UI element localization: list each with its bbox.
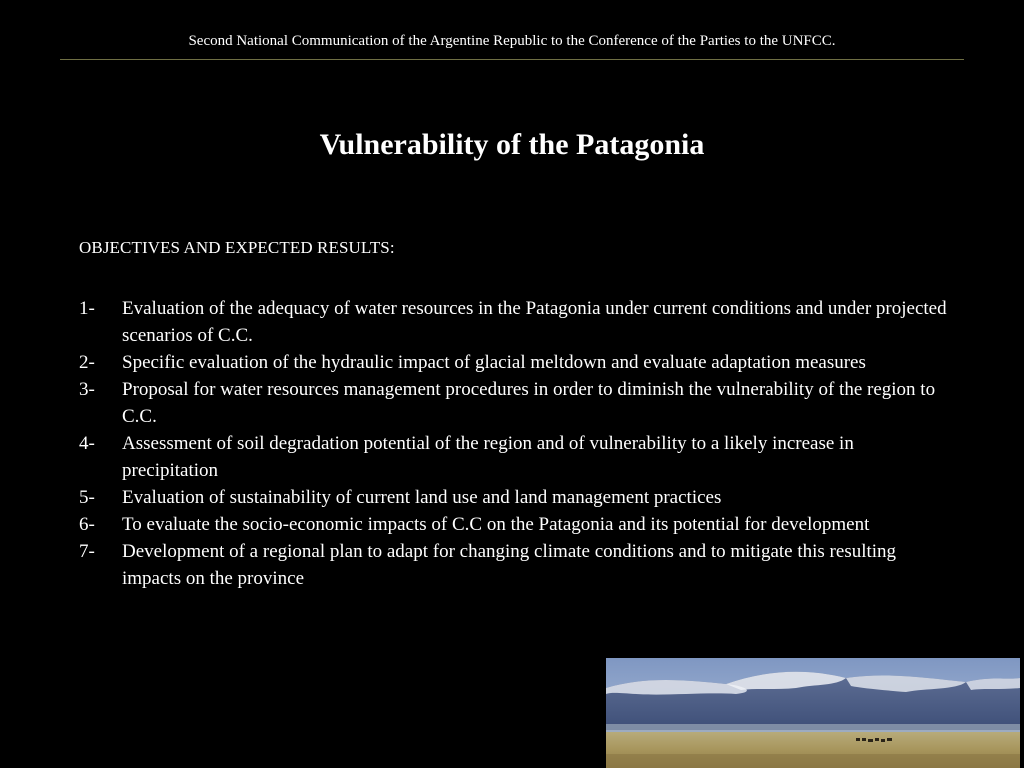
list-item-text: Assessment of soil degradation potential of the region and of vulnerability to a likely increase in precipitation: [122, 433, 854, 481]
objectives-heading: OBJECTIVES AND EXPECTED RESULTS:: [79, 238, 395, 257]
list-item-text: Proposal for water resources management procedures in order to diminish the vulnerability of the region to C.C.: [122, 379, 936, 427]
list-item-text: Specific evaluation of the hydraulic impact of glacial meltdown and evaluate adaptation measures: [122, 352, 866, 373]
list-item-text: To evaluate the socio-economic impacts of C.C on the Patagonia and its potential for development: [122, 514, 870, 535]
slide-title: Vulnerability of the Patagonia: [319, 128, 705, 161]
list-item-number: 6-: [79, 514, 95, 535]
list-item: [79, 376, 949, 430]
list-item-number: 1-: [79, 298, 95, 319]
list-item-number: 5-: [79, 487, 95, 508]
list-item-text: Evaluation of sustainability of current land use and land management practices: [122, 487, 722, 508]
list-item: [79, 295, 949, 349]
list-item: [79, 430, 949, 484]
list-item: [79, 511, 949, 538]
list-item-text: Evaluation of the adequacy of water resources in the Patagonia under current conditions and under projected scenarios of C.C.: [122, 298, 947, 346]
list-item: [79, 484, 949, 511]
header-divider: [60, 59, 964, 60]
list-item-number: 7-: [79, 541, 95, 562]
list-item-text: Development of a regional plan to adapt for changing climate conditions and to mitigate this resulting impacts on the province: [122, 541, 897, 589]
list-item-number: 2-: [79, 352, 95, 373]
list-item: [79, 349, 949, 376]
objectives-list: [79, 295, 949, 592]
list-item: [79, 538, 949, 592]
list-item-number: 4-: [79, 433, 95, 454]
list-item-number: 3-: [79, 379, 95, 400]
patagonia-landscape-photo: [606, 658, 1020, 768]
slide-header: Second National Communication of the Argentine Republic to the Conference of the Parties to the UNFCC.: [188, 33, 836, 49]
